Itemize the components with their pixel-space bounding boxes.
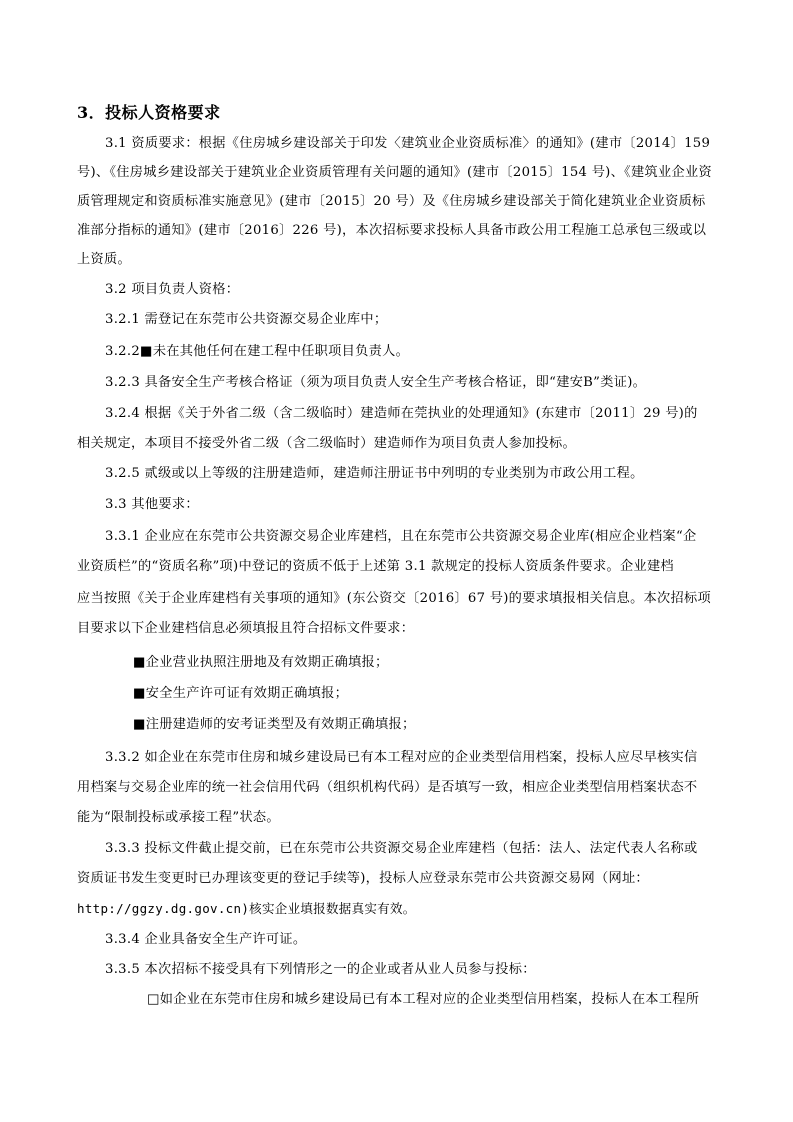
paragraph-line: 资质证书发生变更时已办理该变更的登记手续等)，投标人应登录东莞市公共资源交易网（网址： [77,871,649,886]
paragraph-line: 3.2.5 贰级或以上等级的注册建造师，建造师注册证书中列明的专业类别为市政公用工程。 [105,466,644,481]
paragraph-line: 3.2.1 需登记在东莞市公共资源交易企业库中； [105,312,388,327]
list-item: ■安全生产许可证有效期正确填报； [133,686,349,701]
paragraph-line: 上资质。 [77,252,131,267]
paragraph-line: 3.2.3 具备安全生产考核合格证（须为项目负责人安全生产考核合格证，即“建安B”类证)。 [105,375,647,390]
paragraph-line: 3.3.2 如企业在东莞市住房和城乡建设局已有本工程对应的企业类型信用档案，投标人应尽早核实信 [105,750,698,765]
paragraph-line: 3.3.4 企业具备安全生产许可证。 [105,932,307,947]
paragraph-line: 号)、《住房城乡建设部关于建筑业企业资质管理有关问题的通知》(建市〔2015〕154 号)、《建筑业企业资 [77,165,712,180]
list-item: ■企业营业执照注册地及有效期正确填报； [133,655,389,670]
paragraph-line: 目要求以下企业建档信息必须填报且符合招标文件要求： [77,621,415,636]
paragraph-line: 质管理规定和资质标准实施意见》(建市〔2015〕20 号）及《住房城乡建设部关于简化建筑业企业资质标 [77,194,706,209]
paragraph-line: 3.2 项目负责人资格： [105,282,240,297]
paragraph-line: 3.3 其他要求： [105,497,199,512]
paragraph-line: 业资质栏”的“资质名称”项)中登记的资质不低于上述第 3.1 款规定的投标人资质条件要求。企业建档 [77,559,674,574]
paragraph-line: 3.2.4 根据《关于外省二级（含二级临时）建造师在莞执业的处理通知》(东建市〔2011〕29 号)的 [105,406,698,421]
paragraph-line: 3.3.1 企业应在东莞市公共资源交易企业库建档，且在东莞市公共资源交易企业库(相应企业档案“企 [105,529,697,544]
paragraph-line: 相关规定，本项目不接受外省二级（含二级临时）建造师作为项目负责人参加投标。 [77,436,577,451]
paragraph-line: 能为“限制投标或承接工程”状态。 [77,810,280,825]
paragraph-line: 3.1 资质要求：根据《住房城乡建设部关于印发〈建筑业企业资质标准〉的通知》(建市〔2014〕159 [105,136,711,151]
paragraph-line: 3.3.5 本次招标不接受具有下列情形之一的企业或者从业人员参与投标： [105,962,536,977]
paragraph-line: 3.2.2■未在其他任何在建工程中任职项目负责人。 [105,344,410,359]
paragraph-line: http://ggzy.dg.gov.cn)核实企业填报数据真实有效。 [77,901,416,916]
paragraph-line: 3.3.3 投标文件截止提交前，已在东莞市公共资源交易企业库建档（包括：法人、法定代表人名称或 [105,841,698,856]
paragraph-line: 准部分指标的通知》(建市〔2016〕226 号)，本次招标要求投标人具备市政公用工程施工总承包三级或以 [77,223,707,238]
paragraph-line: 应当按照《关于企业库建档有关事项的通知》(东公资交〔2016〕67 号)的要求填报相关信息。本次招标项 [77,591,711,606]
paragraph-line: 用档案与交易企业库的统一社会信用代码（组织机构代码）是否填写一致，相应企业类型信用档案状态不 [77,780,698,795]
list-item: ■注册建造师的安考证类型及有效期正确填报； [133,717,416,732]
list-item: □如企业在东莞市住房和城乡建设局已有本工程对应的企业类型信用档案，投标人在本工程所 [147,992,700,1007]
section-heading: 3．投标人资格要求 [77,103,221,122]
